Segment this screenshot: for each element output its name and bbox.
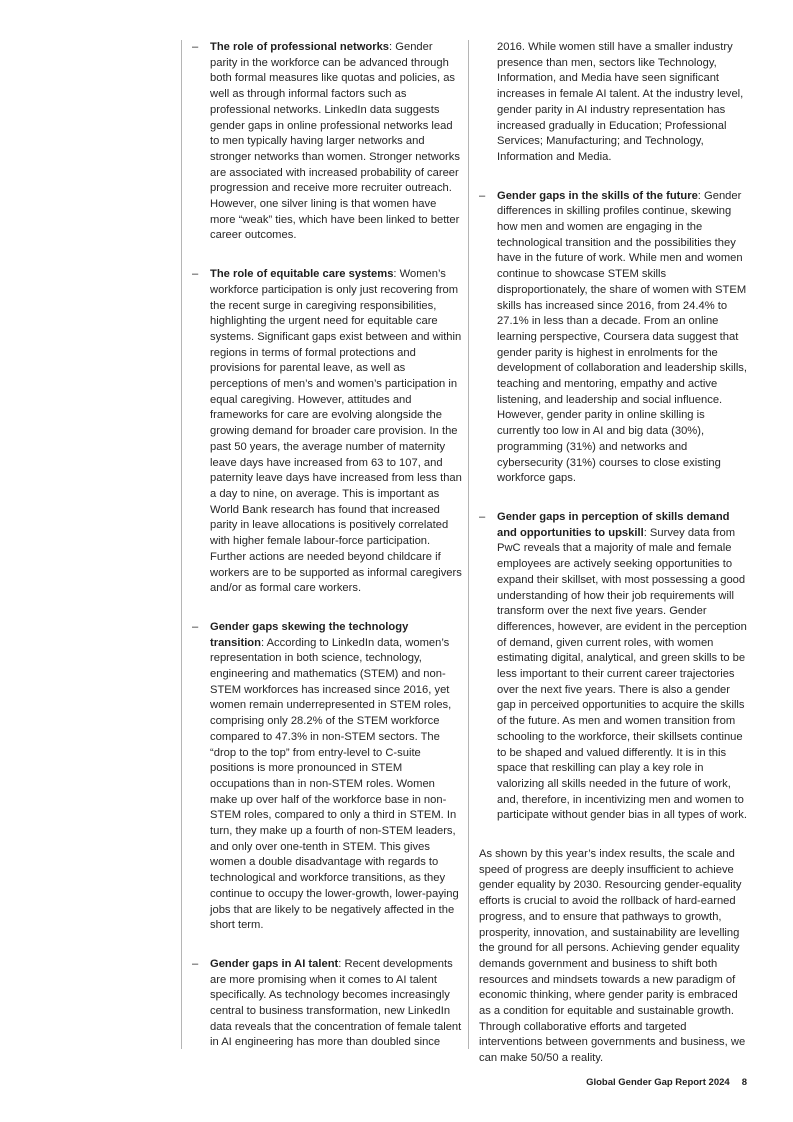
closing-paragraph: As shown by this year’s index results, the scale and speed of progress are deeply insufficient to achieve gender equality by 2030. Resourcing gender-equality efforts is crucial to avoid the rollback of hard-earned progress, and to ensure that pathways to growth, prosperity, innovation, and sustainability are levelling the ground for all persons. Achieving gender equality demands government and business to shift both resources and mindsets towards a new paradigm of economic thinking, where gender parity is embraced as a condition for equitable and sustainable growth. Through collaborative efforts and targeted interventions between governments and business, we can make 50/50 a reality. — [479, 848, 746, 1065]
bullet-skills-perception: – Gender gaps in perception of skills demand and opportunities to upskill: Survey data from PwC reveals that a majority of male and female employees are actively seeking opportunities to expand their skillset, with most possessing a good understanding of how their job requirements will transform over the next five years. Gender differences, however, are evident in the perception of demand, given current roles, with women estimating digital, analytical, and green skills to be less important to their current career trajectories over the next five years. There is also a gender gap in perceived opportunities to acquire the skills of the future. As men and women transition from schooling to the workforce, their skillsets continue to be shaped and valued differently. It is in this space that reskilling can play a key role in valorizing all skills needed in the future of work, and, therefore, in incentivizing men and women to participate without gender bias in all types of work. — [479, 510, 747, 822]
bullet-professional-networks: – The role of professional networks: Gender parity in the workforce can be advanced through both formal measures like quotas and policies, as well as through informal factors such as professional networks. LinkedIn data suggests gender gaps in online professional networks lead to men typically having larger networks and stronger networks than women. Stronger networks are associated with increased probability of career progression and receive more recruiter outreach. However, one silver lining is that women have more “weak” ties, which have been linked to better career outcomes. — [192, 41, 460, 242]
bullet-dash: – — [479, 510, 486, 523]
left-column — [181, 40, 463, 1049]
bullet-title: The role of equitable care systems — [210, 268, 394, 281]
bullet-body: Gender differences in skilling profiles continue, skewing how men and women are engaging in the technological transition and the possibilities they have in the future of work. While men and women continue to showcase STEM skills disproportionately, the share of women with STEM skills has increased since 2016, from 24.4% to 27.1% in less than a decade. From an online learning perspective, Coursera data suggest that gender parity is highest in enrolments for the development of collaboration and leadership skills, teaching and mentoring, empathy and active listening, and leadership and social influence. However, gender parity in online skilling is currently too low in AI and big data (30%), programming (31%) and networks and cybersecurity (31%) courses to close existing workforce gaps. — [497, 189, 748, 485]
bullet-technology-transition: – Gender gaps skewing the technology transition: According to LinkedIn data, women’s representation in both science, technology, engineering and mathematics (STEM) and non-STEM workforces has increased since 2016, yet women remain underrepresented in STEM roles, comprising only 28.2% of the STEM workforce compared to 47.3% in non-STEM sectors. The “drop to the top” from entry-level to C-suite positions is more pronounced in STEM occupations than in non-STEM roles. Women make up over half of the workforce base in non-STEM roles, compared to only a third in STEM. In turn, they make up a fourth of non-STEM leaders, and only over one-tenth in STEM. This gives women a double disadvantage with regards to technological and workforce transitions, as they continue to occupy the lower-growth, lower-paying jobs that are likely to be negatively affected in the short term. — [192, 620, 459, 932]
bullet-body: Gender parity in the workforce can be advanced through both formal measures like quotas and policies, as well as through informal factors such as professional networks. LinkedIn data suggests gender gaps in online professional networks lead to men typically having larger networks and stronger networks than women. Stronger networks are associated with increased probability of career progression and receive more recruiter outreach. However, one silver lining is that women have more “weak” ties, which have been linked to better career outcomes. — [210, 41, 460, 242]
bullet-title: Gender gaps skewing the technology transition — [210, 620, 409, 649]
bullet-dash: – — [192, 268, 199, 281]
bullet-dash: – — [192, 957, 199, 970]
bullet-skills-future: – Gender gaps in the skills of the future: Gender differences in skilling profiles continue, skewing how men and women are engaging in the technological transition and the possibilities they have in the future of work. While men and women continue to showcase STEM skills disproportionately, the share of women with STEM skills has increased since 2016, from 24.4% to 27.1% in less than a decade. From an online learning perspective, Coursera data suggest that gender parity is highest in enrolments for the development of collaboration and leadership skills, teaching and mentoring, empathy and active listening, and leadership and social influence. However, gender parity in online skilling is currently too low in AI and big data (30%), programming (31%) and networks and cybersecurity (31%) courses to close existing workforce gaps. — [479, 189, 748, 485]
continued-paragraph: 2016. While women still have a smaller industry presence than men, sectors like Technology, Information, and Media have seen significant increases in female AI talent. At the industry level, gender parity in AI industry representation has increased gradually in Education; Professional Services; Manufacturing; and Technology, Information and Media. — [497, 41, 744, 163]
bullet-equitable-care: – The role of equitable care systems: Women’s workforce participation is only just recovering from the recent surge in caregiving responsibilities, highlighting the urgent need for equitable care systems. Significant gaps exist between and within regions in terms of formal protections and provisions for parental leave, as well as perceptions of men’s and women’s participation in equal caregiving. However, attitudes and frameworks for care are evolving alongside the growing demand for broader care provision. In the past 50 years, the average number of maternity leave days have increased from 63 to 107, and paternity leave days have increased from less than a day to nine, on average. This is important as World Bank research has found that increased parity in leave allocations is positively correlated with higher female labour-force participation. Further actions are needed beyond childcare if workers are to be supported as informal caregivers and/or as formal care workers. — [192, 268, 462, 595]
bullet-title: The role of professional networks — [210, 41, 390, 53]
bullet-ai-talent: – Gender gaps in AI talent: Recent developments are more promising when it comes to AI talent specifically. As technology becomes increasingly central to business transformation, new LinkedIn data reveals that the concentration of female talent in AI engineering has more than doubled since — [192, 957, 462, 1049]
bullet-body: Recent developments are more promising when it comes to AI talent specifically. As technology becomes increasingly central to business transformation, new LinkedIn data reveals that the concentration of female talent in AI engineering has more than doubled since — [210, 957, 462, 1049]
bullet-body: According to LinkedIn data, women’s representation in both science, technology, engineering and mathematics (STEM) and non-STEM workforces has increased since 2016, yet women remain underrepresented in STEM roles, comprising only 28.2% of the STEM workforce compared to 47.3% in non-STEM sectors. The “drop to the top” from entry-level to C-suite positions is more pronounced in STEM occupations than in non-STEM roles. Women make up over half of the workforce base in non-STEM roles, compared to only a third in STEM. In turn, they make up a fourth of non-STEM leaders, and only over one-tenth in STEM. This gives women a double disadvantage with regards to technological and workforce transitions, as they continue to occupy the lower-growth, lower-paying jobs that are likely to be negatively affected in the short term. — [210, 636, 459, 932]
bullet-dash: – — [192, 41, 199, 53]
bullet-title: Gender gaps in AI talent — [210, 957, 339, 970]
bullet-title: Gender gaps in the skills of the future — [497, 189, 698, 202]
bullet-title: Gender gaps in perception of skills demand and opportunities to upskill — [497, 510, 730, 539]
page-number: 8 — [741, 1077, 747, 1088]
report-title: Global Gender Gap Report 2024 — [586, 1077, 730, 1088]
bullet-dash: – — [479, 189, 486, 202]
bullet-body: Survey data from PwC reveals that a majority of male and female employees are actively seeking opportunities to expand their skillset, with most possessing a good understanding of how their job requirements will transform over the next five years. Gender differences, however, are evident in the perception of demand, given current roles, with women estimating digital, analytical, and green skills to be less important to their current career trajectories over the next five years. There is also a gender gap in perceived opportunities to acquire the skills of the future. As men and women transition from schooling to the workforce, their skillsets continue to be shaped and valued differently. It is in this space that reskilling can play a key role in valorizing all skills needed in the future of work, and, therefore, in incentivizing men and women to participate without gender bias in all types of work. — [497, 526, 747, 822]
bullet-dash: – — [192, 620, 199, 633]
bullet-body: Women’s workforce participation is only just recovering from the recent surge in caregiving responsibilities, highlighting the urgent need for equitable care systems. Significant gaps exist between and within regions in terms of formal protections and provisions for parental leave, as well as perceptions of men’s and women’s participation in equal caregiving. However, attitudes and frameworks for care are evolving alongside the growing demand for broader care provision. In the past 50 years, the average number of maternity leave days have increased from 63 to 107, and paternity leave days have increased from less than a day to nine, on average. This is important as World Bank research has found that increased parity in leave allocations is positively correlated with higher female labour-force participation. Further actions are needed beyond childcare if workers are to be supported as informal caregivers and/or as formal care workers. — [210, 268, 462, 595]
page-footer — [586, 1077, 747, 1088]
right-column — [468, 40, 750, 1065]
